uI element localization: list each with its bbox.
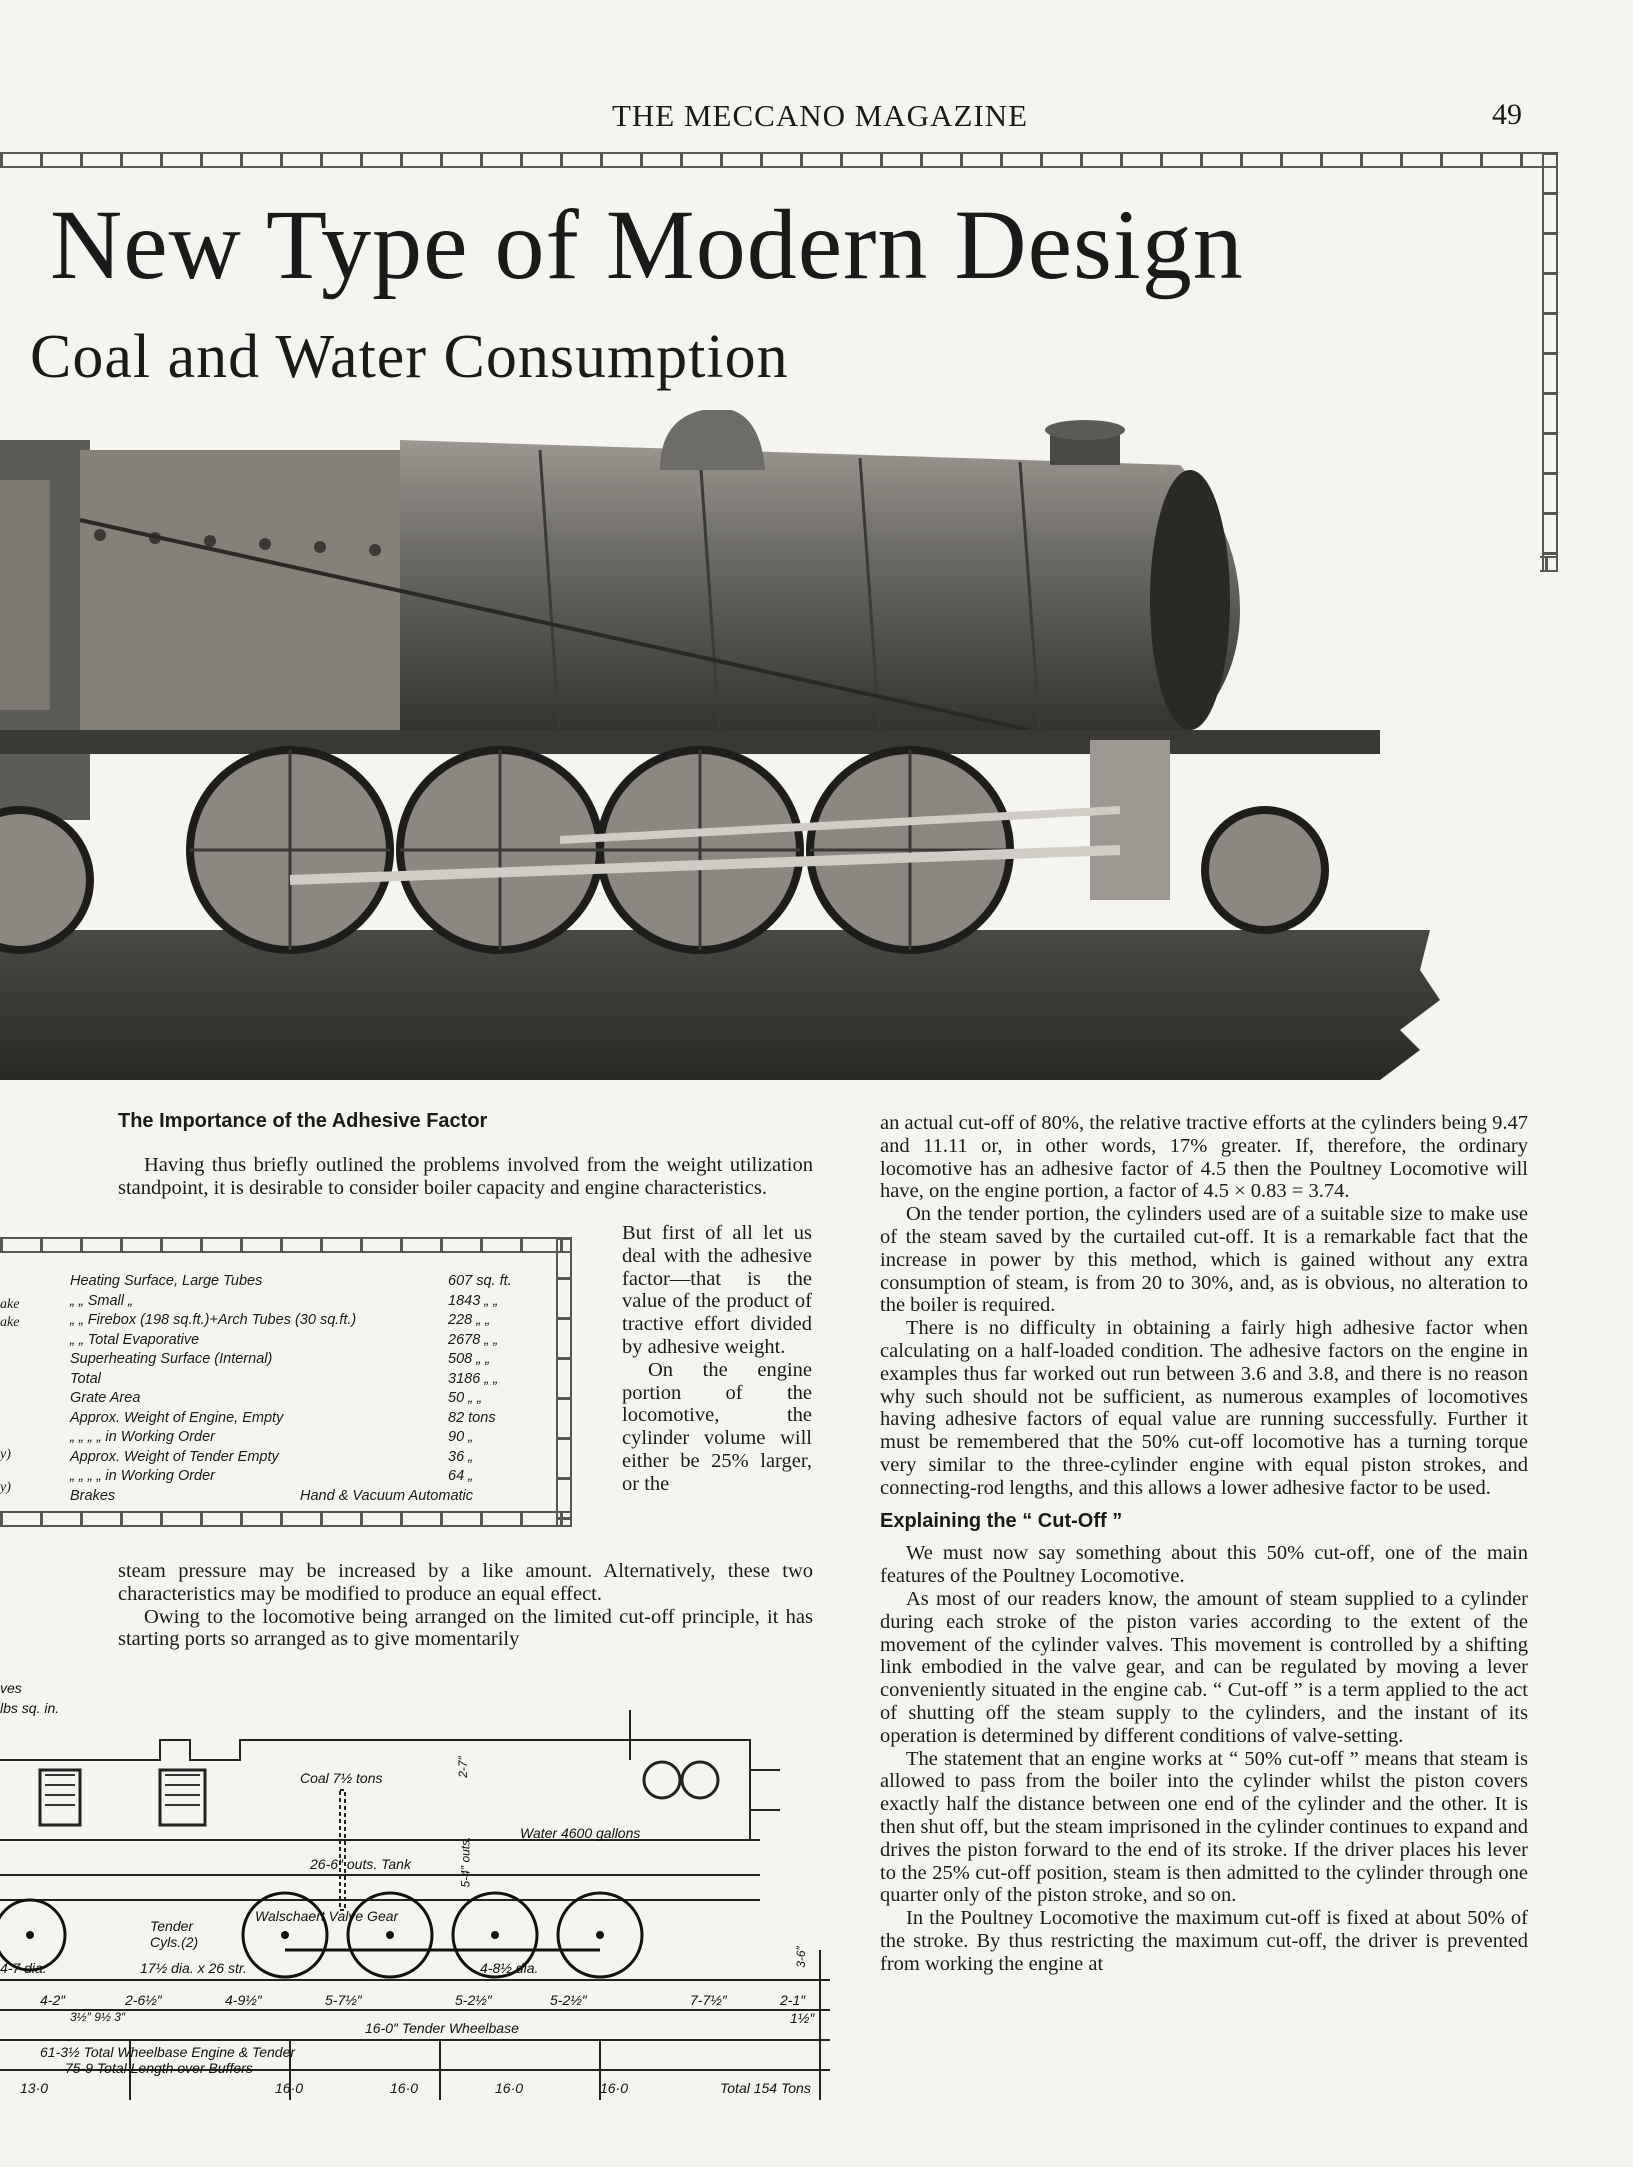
spec-row-label: „ „ Total Evaporative xyxy=(70,1331,200,1348)
spec-row-value: 82 tons xyxy=(448,1409,496,1426)
diagram-label-total-tons: Total 154 Tons xyxy=(720,2080,811,2096)
spec-table xyxy=(0,1237,572,1527)
cylinder xyxy=(1090,740,1170,900)
margin-fragment: ake xyxy=(0,1297,20,1312)
spec-row-value: Hand & Vacuum Automatic xyxy=(300,1487,474,1504)
diagram-label-wheel-dia: 4-8½ dia. xyxy=(480,1960,539,1976)
diagram-dim: 4-2″ xyxy=(40,1992,66,2008)
table-border-bottom xyxy=(0,1511,572,1527)
cut-letter xyxy=(0,320,30,394)
spec-row-value: 3186 „ „ xyxy=(448,1370,498,1387)
diagram-dim: 7-7½″ xyxy=(690,1992,727,2008)
diagram-dim-small: 3½″ 9½ 3″ xyxy=(70,2010,126,2024)
diagram-dim: 2-1″ xyxy=(780,1992,806,2008)
subheadline: Coal and Water Consumption xyxy=(0,320,789,394)
diagram-axle-load: 16·0 xyxy=(275,2080,304,2096)
spec-row-value: 64 „ xyxy=(448,1468,473,1484)
spec-row-value: 1843 „ „ xyxy=(448,1292,498,1309)
right-para-3: There is no difficulty in obtaining a fairly high adhesive factor when calculating on a half-loaded condition. The adhesive factors on the engine in examples thus far worked out run between 3.6 and 3.8, and there is no reason why such should not be sufficient, as numerous examples of locomotives having adhesive factors of equal value are running successfully. Further it must be remembered that the 50% cut-off locomotive has a turning torque very similar to the three-cylinder engine with equal piston strokes, and connecting-rod lengths, and this allows a lower adhesive factor to be used. xyxy=(880,1317,1528,1499)
spec-row-label: Heating Surface, Large Tubes xyxy=(70,1273,263,1289)
spec-row-value: 228 „ „ xyxy=(448,1312,490,1328)
firebox xyxy=(80,450,410,750)
diagram-dim: 5-7½″ xyxy=(325,1992,362,2008)
margin-fragment: y) xyxy=(0,1447,11,1462)
margin-fragment: ake xyxy=(0,1315,20,1330)
diagram-axle-load: 13·0 xyxy=(20,2080,49,2096)
left-para-1: Having thus briefly outlined the problems involved from the weight utilization standpoint, it is desirable to consider boiler capacity and engine characteristics. xyxy=(118,1154,813,1199)
right-border xyxy=(1542,152,1558,572)
running-head: THE MECCANO MAGAZINE xyxy=(611,98,1029,133)
right-para-1: an actual cut-off of 80%, the relative tractive efforts at the cylinders being 9.47 and 11.11 or, in other words, 17% greater. If, therefore, the ordinary locomotive has an adhesive factor of 4.5 then the Poultney Locomotive will have, on the engine portion, a factor of 4.5 × 0.83 = 3.74. xyxy=(880,1112,1528,1203)
right-para-4: We must now say something about this 50% cut-off, one of the main features of the Poultney Locomotive. xyxy=(880,1542,1528,1588)
margin-fragment: y) xyxy=(0,1480,11,1495)
diagram-dim: 5-2½″ xyxy=(455,1992,492,2008)
diagram-label-tank-height: 5-4″ outs. xyxy=(458,1836,473,1888)
diagram-label-dim-10: 3-6″ xyxy=(793,1946,808,1968)
spec-row-value: 607 sq. ft. xyxy=(448,1273,512,1289)
spec-row-label: Approx. Weight of Tender Empty xyxy=(70,1448,279,1465)
diagram-label-total-wheelbase: 61-3½ Total Wheelbase Engine & Tender xyxy=(40,2044,296,2060)
right-para-2: On the tender portion, the cylinders used are of a suitable size to make use of the steam saved by the curtailed cut-off. It is a remarkable fact that the increase in power by this method, which is gained without any extra consumption of steam, is from 20 to 30%, and, as is obvious, no alteration to the boiler is required. xyxy=(880,1203,1528,1317)
boiler xyxy=(400,440,1240,750)
diagram-wheels xyxy=(0,1893,642,1977)
spec-row-label: Superheating Surface (Internal) xyxy=(70,1351,273,1367)
diagram-dim: 4-9½″ xyxy=(225,1992,262,2008)
spec-row-label: Approx. Weight of Engine, Empty xyxy=(70,1409,284,1426)
diagram-label-height: 2-7″ xyxy=(455,1756,470,1778)
diagram-label-tender-wheelbase: 16-0″ Tender Wheelbase xyxy=(365,2020,519,2036)
spec-row-label: „ „ Firebox (198 sq.ft.)+Arch Tubes (30 sq.ft.) xyxy=(70,1312,357,1328)
left-para-2-continued: steam pressure may be increased by a like amount. Alternatively, these two characteristics may be modified to produce an equal effect. xyxy=(118,1560,813,1605)
spec-row-value: 90 „ xyxy=(448,1429,473,1445)
left-para-1-continued: But first of all let us deal with the adhesive factor—that is the value of the product of tractive effort divided by adhesive weight. xyxy=(622,1222,812,1358)
diagram-label-pressure: lbs sq. in. xyxy=(0,1700,60,1716)
spec-row-label: Grate Area xyxy=(70,1390,141,1406)
spec-row-label: „ „ „ „ in Working Order xyxy=(70,1468,216,1484)
diagram-dim: 5-2½″ xyxy=(550,1992,587,2008)
diagram-axle-load: 16·0 xyxy=(600,2080,629,2096)
diagram-label-coal: Coal 7½ tons xyxy=(300,1770,383,1786)
diagram-label-cyl-size: 17½ dia. x 26 str. xyxy=(140,1960,247,1976)
spec-row-value: 36 „ xyxy=(448,1448,473,1465)
diagram-axle-load: 16·0 xyxy=(390,2080,419,2096)
left-para-lower xyxy=(118,1560,813,1651)
diagram-axle-load: 16·0 xyxy=(495,2080,524,2096)
left-para-1-top xyxy=(118,1154,813,1222)
engineering-diagram xyxy=(0,1660,840,2130)
page-number: 49 xyxy=(1492,98,1522,131)
right-column xyxy=(880,1112,1528,1975)
diagram-label-tender-cyls: Tender Cyls.(2) xyxy=(150,1918,199,1950)
spec-row-value: 508 „ „ xyxy=(448,1351,490,1367)
spec-row-value: 2678 „ „ xyxy=(448,1331,498,1348)
right-para-7: In the Poultney Locomotive the maximum cut-off is fixed at about 50% of the stroke. By thus restricting the maximum cut-off, the driver is prevented from working the engine at xyxy=(880,1907,1528,1975)
diagram-dim: 2-6½″ xyxy=(125,1992,162,2008)
left-para-beside-table xyxy=(622,1222,812,1496)
spec-row-label: „ „ „ „ in Working Order xyxy=(70,1429,216,1445)
spec-row-label: Brakes xyxy=(70,1487,116,1504)
headline: New Type of Modern Design xyxy=(50,189,1244,300)
top-border xyxy=(0,152,1558,168)
right-para-6: The statement that an engine works at “ 50% cut-off ” means that steam is allowed to pass from the boiler into the cylinder whilst the piston covers exactly half the distance between one end of the cylinder and the other. It is then shut off, but the steam imprisoned in the cylinder continues to expand and drives the piston forward to the end of its stroke. If the driver places his lever to the 25% cut-off position, steam is then admitted to the cylinder through one quarter only of the piston stroke, and so on. xyxy=(880,1747,1528,1907)
table-border-top xyxy=(0,1237,572,1253)
spec-row-value: 50 „ „ xyxy=(448,1390,482,1406)
ground xyxy=(0,930,1440,1080)
table-border-right xyxy=(556,1237,572,1527)
left-para-2: On the engine portion of the locomotive, the cylinder volume will either be 25% larger, or the xyxy=(622,1358,812,1495)
smokebox xyxy=(1150,470,1230,730)
section-heading-adhesive: The Importance of the Adhesive Factor xyxy=(118,1110,488,1132)
locomotive-photo xyxy=(0,410,1540,1080)
diagram-label-ves: ves xyxy=(0,1680,22,1696)
diagram-label-total-length: 75-9 Total Length over Buffers xyxy=(65,2060,253,2076)
diagram-label-dia-left: 4-7 dia. xyxy=(0,1960,47,1976)
spec-row-label: Total xyxy=(70,1370,101,1387)
section-heading-cutoff: Explaining the “ Cut-Off ” xyxy=(880,1509,1123,1532)
diagram-label-valve-gear: Walschaert Valve Gear xyxy=(255,1908,399,1924)
diagram-label-tank: 26-6″ outs. Tank xyxy=(310,1856,411,1872)
diagram-label-water: Water 4600 gallons xyxy=(520,1825,641,1841)
right-para-5: As most of our readers know, the amount of steam supplied to a cylinder during each stroke of the piston varies according to the extent of the movement of the cylinder valves. This movement is controlled by a shifting link embodied in the valve gear, and can be regulated by moving a lever conveniently situated in the engine cab. “ Cut-off ” is a term applied to the act of shutting off the steam supply to the cylinders, and the instant of its operation is determined by different conditions of valve-setting. xyxy=(880,1587,1528,1747)
diagram-dim: 1½″ xyxy=(790,2010,815,2026)
spec-row-label: „ „ Small „ xyxy=(70,1292,133,1309)
left-para-3: Owing to the locomotive being arranged on the limited cut-off principle, it has starting ports so arranged as to give momentarily xyxy=(118,1605,813,1651)
